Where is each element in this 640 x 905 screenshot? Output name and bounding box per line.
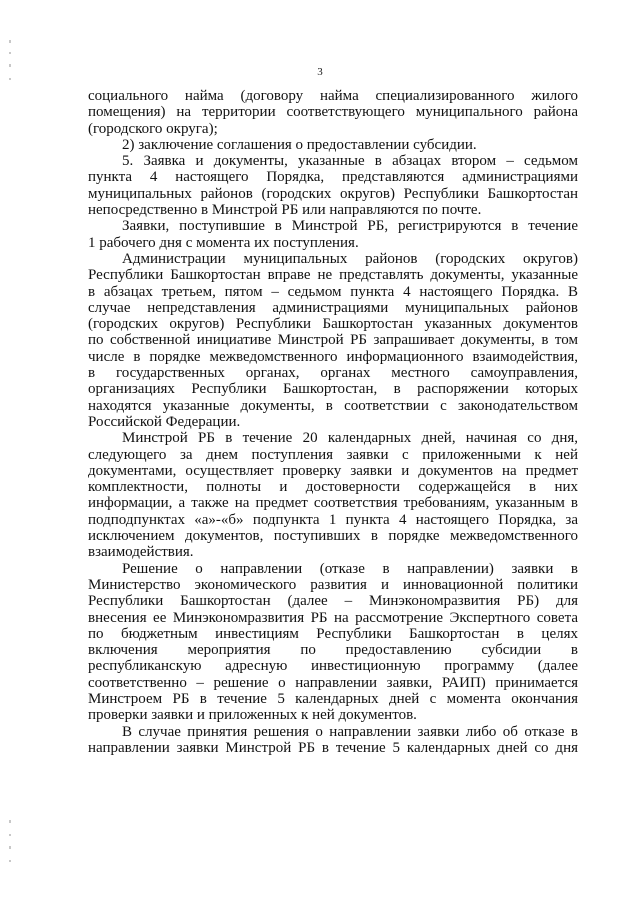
text-line: 2) заключение соглашения о предоставлении субсидии. xyxy=(122,136,477,153)
text-line: социального найма (договору найма специализированного жилого xyxy=(88,88,578,104)
text-line: случае непредставления администрациями муниципальных районов xyxy=(88,299,578,316)
text-line: муниципальных районов (городских округов) Республики Башкортостан xyxy=(88,185,578,202)
text-line: 1 рабочего дня с момента их поступления. xyxy=(88,234,359,251)
text-line: взаимодействия. xyxy=(88,544,194,561)
text-line: исключением документов, поступивших в порядке межведомственного xyxy=(88,528,578,545)
text-line: проверки заявки и приложенных к ней документов. xyxy=(88,707,417,724)
text-line: Администрации муниципальных районов (городских округов) xyxy=(122,250,578,267)
left-margin-marks xyxy=(9,0,13,905)
text-line: республиканскую адресную инвестиционную программу (далее xyxy=(88,658,578,675)
text-line: Минстрой РБ в течение 20 календарных дней, начиная со дня, xyxy=(122,430,578,447)
text-line: помещения) на территории соответствующего муниципального района xyxy=(88,104,578,121)
text-line: (городского округа); xyxy=(88,120,218,137)
text-line: включения мероприятия по предоставлению субсидии в xyxy=(88,642,578,659)
text-line: 5. Заявка и документы, указанные в абзацах втором – седьмом xyxy=(122,153,578,170)
text-line: находятся указанные документы, в соответствии с законодательством xyxy=(88,397,578,414)
text-line: следующего за днем поступления заявки с приложенными к ней xyxy=(88,446,578,463)
text-line: организациях Республики Башкортостан, в распоряжении которых xyxy=(88,381,578,398)
text-line: соответственно – решение о направлении заявки, РАИП) принимается xyxy=(88,674,578,691)
text-line: В случае принятия решения о направлении заявки либо об отказе в xyxy=(122,723,578,740)
text-line: комплектности, полноты и достоверности содержащейся в них xyxy=(88,479,578,496)
text-line: непосредственно в Минстрой РБ или направляются по почте. xyxy=(88,202,482,219)
text-line: в абзацах третьем, пятом – седьмом пункта 4 настоящего Порядка. В xyxy=(88,283,578,300)
text-line: Минстроем РБ в течение 5 календарных дней с момента окончания xyxy=(88,690,578,707)
page-number: 3 xyxy=(317,66,323,78)
text-line: Заявки, поступившие в Минстрой РБ, регистрируются в течение xyxy=(122,218,578,235)
text-line: внесения ее Минэкономразвития РБ на рассмотрение Экспертного совета xyxy=(88,609,578,626)
text-line: Российской Федерации. xyxy=(88,413,241,430)
text-line: Министерство экономического развития и инновационной политики xyxy=(88,576,578,593)
text-line: направлении заявки Минстрой РБ в течение 5 календарных дней со дня xyxy=(88,739,578,756)
text-line: пункта 4 настоящего Порядка, представляются администрациями xyxy=(88,169,578,186)
document-body xyxy=(88,88,578,756)
text-line: Решение о направлении (отказе в направлении) заявки в xyxy=(122,560,578,577)
text-line: Республики Башкортостан вправе не представлять документы, указанные xyxy=(88,267,578,284)
text-line: (городских округов) Республики Башкортостан указанных документов xyxy=(88,316,578,333)
text-line: документами, осуществляет проверку заявки и документов на предмет xyxy=(88,462,578,479)
text-line: Республики Башкортостан (далее – Минэкономразвития РБ) для xyxy=(88,593,578,610)
text-line: подподпунктах «а»-«б» подпункта 1 пункта 4 настоящего Порядка, за xyxy=(88,511,578,528)
text-line: информации, а также на предмет соответствия требованиям, указанным в xyxy=(88,495,578,512)
text-line: в государственных органах, органах местного самоуправления, xyxy=(88,365,578,382)
text-line: числе в порядке межведомственного информационного взаимодействия, xyxy=(88,348,578,365)
text-line: по собственной инициативе Минстрой РБ запрашивает документы, в том xyxy=(88,332,578,349)
text-line: по бюджетным инвестициям Республики Башкортостан в целях xyxy=(88,625,578,642)
